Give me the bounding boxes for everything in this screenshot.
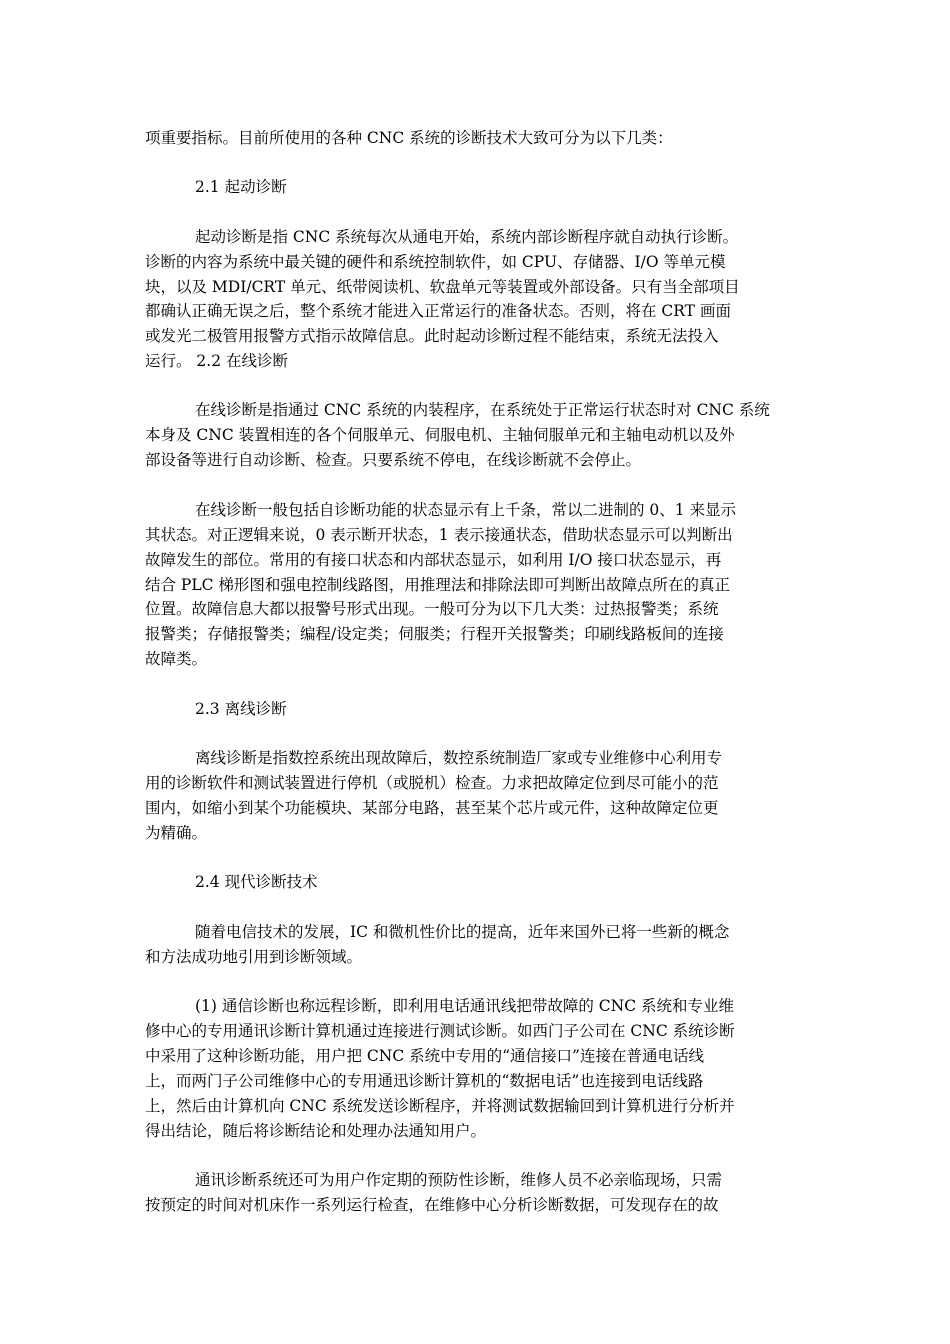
paragraph-line: 在线诊断一般包括自诊断功能的状态显示有上千条，常以二进制的 0、1 来显示: [195, 501, 737, 519]
paragraph-line: 用的诊断软件和测试装置进行停机（或脱机）检查。力求把故障定位到尽可能小的范: [145, 774, 719, 792]
paragraph-line: 都确认正确无误之后，整个系统才能进入正常运行的准备状态。否则，将在 CRT 画面: [145, 302, 731, 320]
section-heading-2-3: 2.3 离线诊断: [195, 700, 287, 718]
paragraph-line: 位置。故障信息大都以报警号形式出现。一般可分为以下几大类：过热报警类；系统: [145, 600, 719, 618]
section-heading-2-1: 2.1 起动诊断: [195, 178, 287, 196]
paragraph-line: 得出结论，随后将诊断结论和处理办法通知用户。: [145, 1122, 487, 1140]
paragraph-line: 和方法成功地引用到诊断领域。: [145, 948, 363, 966]
paragraph-line: 离线诊断是指数控系统出现故障后，数控系统制造厂家或专业维修中心利用专: [195, 749, 723, 767]
paragraph-line: 围内，如缩小到某个功能模块、某部分电路，甚至某个芯片或元件，这种故障定位更: [145, 799, 719, 817]
paragraph-line: 故障类。: [145, 650, 208, 668]
paragraph-line: 修中心的专用通讯诊断计算机通过连接进行测试诊断。如西门子公司在 CNC 系统诊断: [145, 1022, 735, 1040]
section-heading-2-4: 2.4 现代诊断技术: [195, 873, 318, 891]
paragraph-line: 运行。 2.2 在线诊断: [145, 352, 289, 370]
paragraph-line: 按预定的时间对机床作一系列运行检查，在维修中心分析诊断数据，可发现存在的故: [145, 1196, 719, 1214]
paragraph-line: (1) 通信诊断也称远程诊断，即利用电话通讯线把带故障的 CNC 系统和专业维: [195, 997, 735, 1015]
paragraph-line: 诊断的内容为系统中最关键的硬件和系统控制软件，如 CPU、存储器、I/O 等单元模: [145, 253, 726, 271]
paragraph-line: 为精确。: [145, 824, 208, 842]
paragraph-line: 中采用了这种诊断功能，用户把 CNC 系统中专用的“通信接口”连接在普通电话线: [145, 1047, 704, 1065]
intro-line: 项重要指标。目前所使用的各种 CNC 系统的诊断技术大致可分为以下几类：: [145, 129, 673, 147]
paragraph-line: 或发光二极管用报警方式指示故障信息。此时起动诊断过程不能结束，系统无法投入: [145, 327, 719, 345]
paragraph-line: 起动诊断是指 CNC 系统每次从通电开始，系统内部诊断程序就自动执行诊断。: [195, 228, 739, 246]
paragraph-line: 本身及 CNC 装置相连的各个伺服单元、伺服电机、主轴伺服单元和主轴电动机以及外: [145, 426, 735, 444]
paragraph-line: 块，以及 MDI/CRT 单元、纸带阅读机、软盘单元等装置或外部设备。只有当全部项目: [145, 278, 740, 296]
paragraph-line: 上，而两门子公司维修中心的专用通迅诊断计算机的“数据电话”也连接到电话线路: [145, 1072, 704, 1090]
paragraph-line: 部设备等进行自动诊断、检查。只要系统不停电，在线诊断就不会停止。: [145, 451, 642, 469]
paragraph-line: 随着电信技术的发展，IC 和微机性价比的提高，近年来国外已将一些新的概念: [195, 923, 730, 941]
paragraph-line: 其状态。对正逻辑来说，0 表示断开状态，1 表示接通状态，借助状态显示可以判断出: [145, 526, 733, 544]
paragraph-line: 上，然后由计算机向 CNC 系统发送诊断程序，并将测试数据输回到计算机进行分析并: [145, 1097, 735, 1115]
paragraph-line: 故障发生的部位。常用的有接口状态和内部状态显示，如利用 I/O 接口状态显示，再: [145, 551, 722, 569]
paragraph-line: 报警类；存储报警类；编程/设定类；伺服类；行程开关报警类；印刷线路板间的连接: [145, 625, 724, 643]
paragraph-line: 结合 PLC 梯形图和强电控制线路图，用推理法和排除法即可判断出故障点所在的真正: [145, 576, 730, 594]
paragraph-line: 通讯诊断系统还可为用户作定期的预防性诊断，维修人员不必亲临现场，只需: [195, 1171, 723, 1189]
paragraph-line: 在线诊断是指通过 CNC 系统的内装程序，在系统处于正常运行状态时对 CNC 系统: [195, 401, 770, 419]
